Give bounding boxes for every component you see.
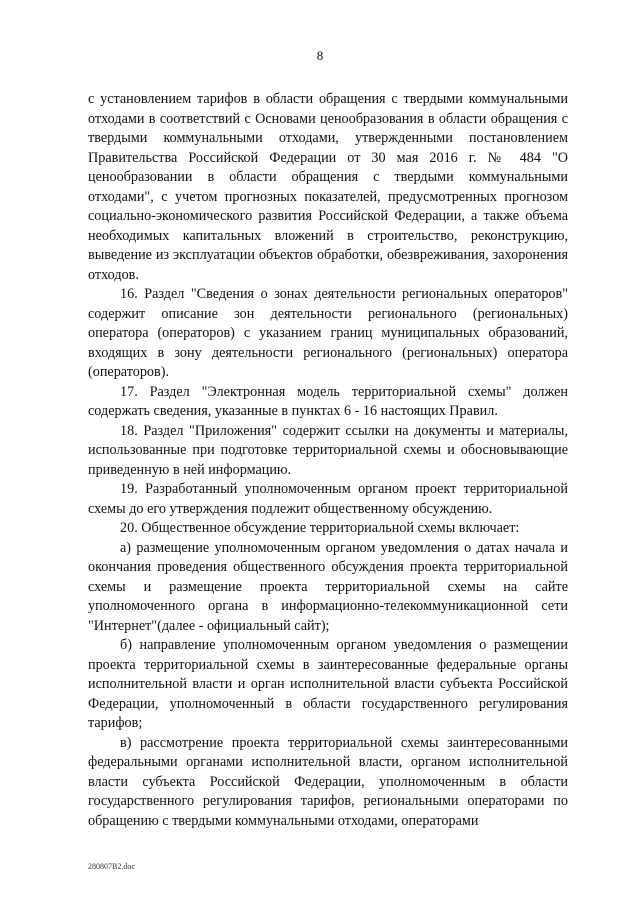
document-body [88, 90, 568, 831]
paragraph-subitem-a: а) размещение уполномоченным органом уведомления о датах начала и окончания проведения общественного обсуждения проекта территориальной схемы и размещение проекта территориальной схемы на сайте уполномоченного органа в информационно-телекоммуникационной сети "Интернет"(далее - официальный сайт); [88, 539, 568, 634]
footer-file-code: 280807B2.doc [88, 862, 135, 871]
paragraph-subitem-v: в) рассмотрение проекта территориальной схемы заинтересованными федеральными органами исполнительной власти, органом исполнительной власти субъекта Российской Федерации, уполномоченным в области государственного регулирования тарифов, региональными операторами по обращению с твердыми коммунальными отходами, операторами [88, 734, 568, 829]
paragraph-item-16: 16. Раздел "Сведения о зонах деятельности региональных операторов" содержит описание зон деятельности регионального (региональных) оператора (операторов) с указанием границ муниципальных образований, входящих в зону деятельности регионального (региональных) оператора (операторов). [88, 286, 568, 380]
paragraph-subitem-b: б) направление уполномоченным органом уведомления о размещении проекта территориальной схемы в заинтересованные федеральные органы исполнительной власти и орган исполнительной власти субъекта Российской Федерации, уполномоченный в области государственного регулирования тарифов; [88, 637, 568, 731]
paragraph-item-17: 17. Раздел "Электронная модель территориальной схемы" должен содержать сведения, указанные в пунктах 6 - 16 настоящих Правил. [88, 383, 568, 419]
page-number: 8 [316, 48, 324, 63]
paragraph-item-19: 19. Разработанный уполномоченным органом проект территориальной схемы до его утверждения подлежит общественному обсуждению. [88, 481, 568, 517]
paragraph-continuation: с установлением тарифов в области обращения с твердыми коммунальными отходами в соответствий с Основами ценообразования в области обращения с твердыми коммунальными отходами, утвержденными постановлением Правительства Российской Федерации от 30 мая 2016 г. № 484 "О ценообразовании в области обращения с твердыми коммунальными отходами", с учетом прогнозных показателей, предусмотренных прогнозом социально-экономического развития Российской Федерации, а также объема необходимых капитальных вложений в строительство, реконструкцию, выведение из эксплуатации объектов обработки, обезвреживания, захоронения отходов. [88, 91, 568, 283]
paragraph-item-20: 20. Общественное обсуждение территориальной схемы включает: [120, 520, 520, 536]
paragraph-item-18: 18. Раздел "Приложения" содержит ссылки на документы и материалы, использованные при подготовке территориальной схемы и обосновывающие приведенную в ней информацию. [88, 422, 568, 478]
